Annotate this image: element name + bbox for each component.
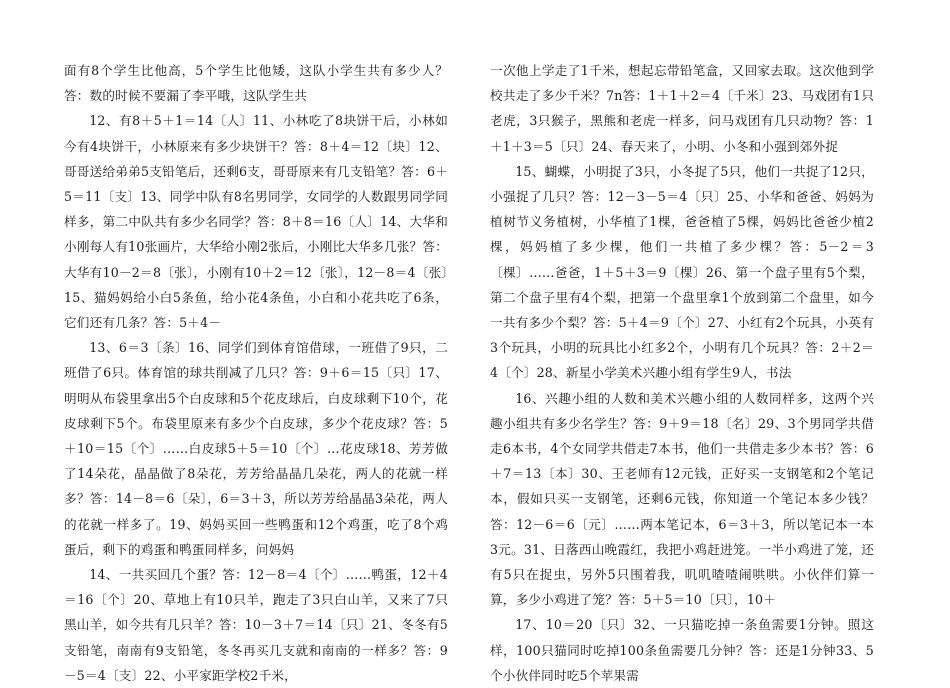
paragraph: 14、一共买回几个蛋？答：12－8＝4〔个〕……鸭蛋，12＋4＝16〔个〕20、草地上有10只羊，跑走了3只白山羊，又来了7只黑山羊，如今共有几只羊？答：10－3＋7＝14〔只〕21、冬冬有5支铅笔，南南有9支铅笔，冬冬再买几支就和南南的一样多？答：9－5＝4〔支〕22、小平家距学校2千米， <box>64 567 448 683</box>
paragraph: 15、蝴蝶，小明捉了3只，小冬捉了5只，他们一共捉了12只，小强捉了几只？答：12－3－5＝4〔只〕25、小华和爸爸、妈妈为植树节义务植树，小华植了1棵，爸爸植了5棵，妈妈比爸爸少植2棵，妈妈植了多少棵，他们一共植了多少棵？答：5－2＝3〔棵〕……爸爸，1＋5＋3＝9〔棵〕26、第一个盘子里有5个梨，第二个盘子里有4个梨，把第一个盘里拿1个放到第二个盘里，如今一共有多少个梨？答：5＋4＝9〔个〕27、小红有2个玩具，小英有3个玩具，小明的玩具比小红多2个，小明有几个玩具？答：2＋2＝4〔个〕28、新星小学美术兴趣小组有学生9人，书法 <box>490 163 874 381</box>
paragraph: 面有8个学生比他高，5个学生比他矮，这队小学生共有多少人？答：数的时候不要漏了李平哦，这队学生共 <box>64 63 448 104</box>
right-column <box>490 58 874 688</box>
paragraph: 17、10＝20〔只〕32、一只猫吃掉一条鱼需要1分钟。照这样，100只猫同时吃掉100条鱼需要几分钟？答：还是1分钟33、5个小伙伴同时吃5个苹果需 <box>490 617 874 683</box>
paragraph: 13、6＝3〔条〕16、同学们到体育馆借球，一班借了9只，二班借了6只。体育馆的球共削减了几只？答：9＋6＝15〔只〕17、明明从布袋里拿出5个白皮球和5个花皮球后，白皮球剩下10个，花皮球剩下5个。布袋里原来有多少个白皮球，多少个花皮球？答：5＋10＝15〔个〕……白皮球5＋5＝10〔个〕…花皮球18、芳芳做了14朵花，晶晶做了8朵花，芳芳给晶晶几朵花，两人的花就一样多？答：14－8＝6〔朵〕，6＝3＋3，所以芳芳给晶晶3朵花，两人的花就一样多了。19、妈妈买回一些鸭蛋和12个鸡蛋，吃了8个鸡蛋后，剩下的鸡蛋和鸭蛋同样多，问妈妈 <box>64 340 448 557</box>
left-column <box>64 58 448 688</box>
paragraph: 12、有8＋5＋1＝14〔人〕11、小林吃了8块饼干后，小林如今有4块饼干，小林原来有多少块饼干？答：8＋4＝12〔块〕12、哥哥送给弟弟5支铅笔后，还剩6支，哥哥原来有几支铅笔？答：6＋5＝11〔支〕13、同学中队有8名男同学，女同学的人数跟男同学同样多，第二中队共有多少名同学？答：8＋8＝16〔人〕14、大华和小刚每人有10张画片，大华给小刚2张后，小刚比大华多几张？答：大华有10－2＝8〔张〕，小刚有10＋2＝12〔张〕，12－8＝4〔张〕15、猫妈妈给小白5条鱼，给小花4条鱼，小白和小花共吃了6条，它们还有几条？答：5＋4－ <box>64 113 448 331</box>
paragraph: 16、兴趣小组的人数和美术兴趣小组的人数同样多，这两个兴趣小组共有多少名学生？答：9＋9＝18〔名〕29、3个男同学共借走6本书，4个女同学共借走7本书，他们一共借走多少本书？答：6＋7＝13〔本〕30、王老师有12元钱，正好买一支钢笔和2个笔记本，假如只买一支钢笔，还剩6元钱，你知道一个笔记本多少钱？答：12－6＝6〔元〕……两本笔记本，6＝3＋3，所以笔记本一本3元。31、日落西山晚霞红，我把小鸡赶进笼。一半小鸡进了笼，还有5只在捉虫，另外5只围着我，叽叽喳喳闹哄哄。小伙伴们算一算，多少小鸡进了笼？答：5＋5＝10〔只〕，10＋ <box>490 390 874 608</box>
paragraph: 一次他上学走了1千米，想起忘带铅笔盒，又回家去取。这次他到学校共走了多少千米？7n答：1＋1＋2＝4〔千米〕23、马戏团有1只老虎，3只猴子，黑熊和老虎一样多，问马戏团有几只动物？答：1＋1＋3＝5〔只〕24、春天来了，小明、小冬和小强到郊外捉 <box>490 63 874 154</box>
